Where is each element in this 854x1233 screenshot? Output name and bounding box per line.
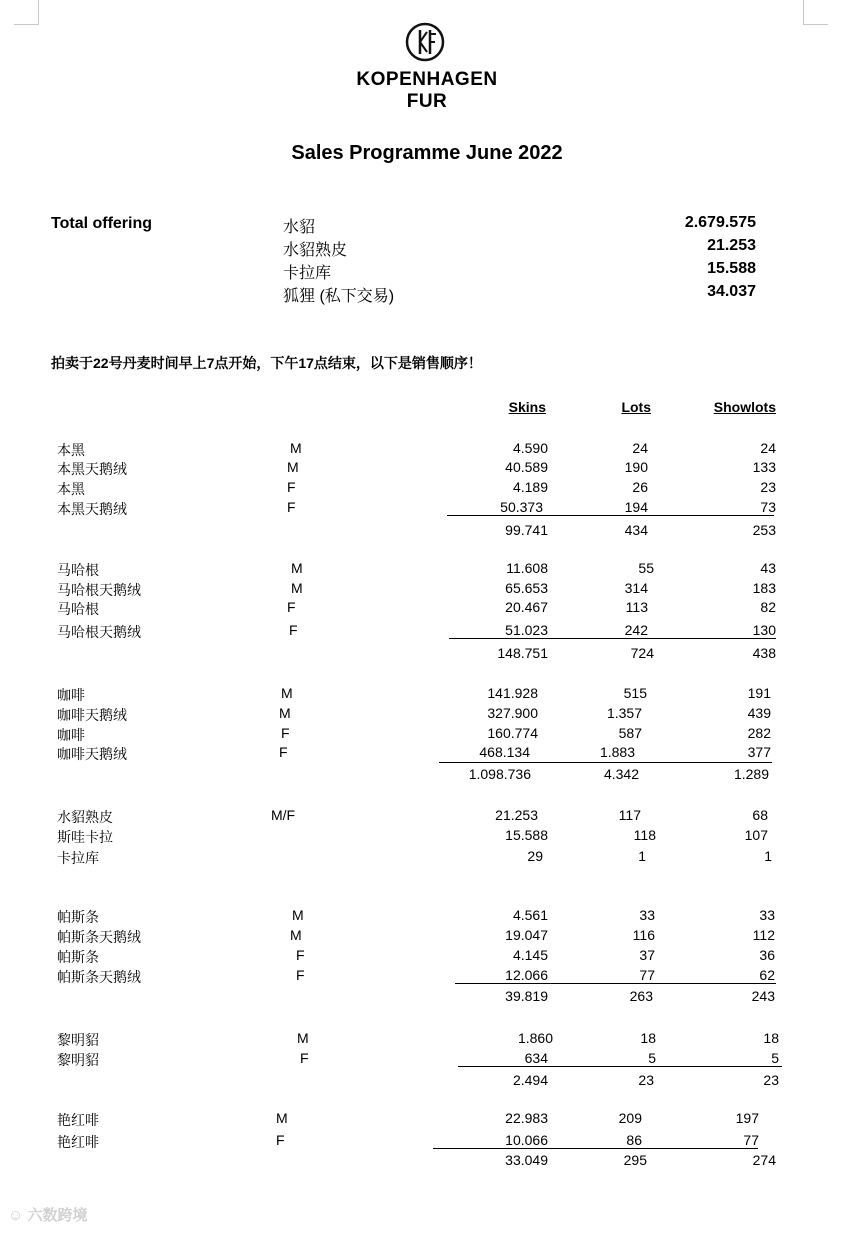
- row-sex: M/F: [271, 807, 296, 823]
- row-sex: M: [287, 459, 299, 475]
- row-showlots: 23: [763, 1072, 779, 1088]
- row-sex: F: [289, 622, 298, 638]
- row-product-name: 本黑: [57, 442, 85, 458]
- offering-item-name: 水貂熟皮: [283, 242, 348, 259]
- row-skins: 33.049: [505, 1152, 548, 1168]
- row-sex: M: [290, 927, 302, 943]
- row-sex: M: [292, 907, 304, 923]
- row-showlots: 243: [751, 988, 775, 1004]
- row-skins: 141.928: [487, 685, 538, 701]
- row-lots: 587: [618, 725, 642, 741]
- row-product-name: 艳红啡: [57, 1112, 99, 1128]
- row-product-name: 帕斯条天鹅绒: [57, 929, 141, 945]
- row-skins: 65.653: [505, 580, 548, 596]
- row-product-name: 帕斯条天鹅绒: [57, 969, 141, 985]
- row-product-name: 卡拉库: [57, 850, 99, 866]
- row-skins: 11.608: [506, 560, 548, 576]
- row-skins: 4.590: [512, 440, 548, 456]
- row-showlots: 191: [747, 685, 771, 701]
- row-product-name: 本黑天鹅绒: [57, 461, 127, 477]
- row-showlots: 82: [760, 599, 776, 615]
- row-product-name: 黎明貂: [57, 1032, 99, 1048]
- row-lots: 194: [624, 499, 648, 515]
- offering-item-value: 34.037: [707, 283, 756, 300]
- logo-line-2: FUR: [406, 91, 448, 112]
- row-skins: 21.253: [495, 807, 538, 823]
- row-skins: 1.098.736: [468, 766, 531, 782]
- row-lots: 33: [639, 907, 655, 923]
- row-showlots: 183: [752, 580, 776, 596]
- row-product-name: 马哈根: [57, 562, 99, 578]
- row-showlots: 73: [760, 499, 776, 515]
- row-product-name: 马哈根: [57, 601, 99, 617]
- row-showlots: 5: [771, 1050, 779, 1066]
- row-lots: 18: [640, 1030, 656, 1046]
- row-skins: 10.066: [505, 1132, 548, 1148]
- kf-monogram-icon: [405, 22, 445, 62]
- row-sex: F: [296, 947, 305, 963]
- row-lots: 4.342: [603, 766, 639, 782]
- row-showlots: 197: [735, 1110, 759, 1126]
- row-showlots: 33: [759, 907, 775, 923]
- row-product-name: 本黑: [57, 481, 85, 497]
- row-skins: 148.751: [497, 645, 548, 661]
- row-sex: M: [291, 580, 303, 596]
- row-skins: 29: [527, 848, 543, 864]
- row-lots: 434: [624, 522, 648, 538]
- auction-notice: 拍卖于22号丹麦时间早上7点开始，下午17点结束，以下是销售顺序！: [51, 355, 482, 371]
- row-product-name: 咖啡: [57, 687, 85, 703]
- row-showlots: 68: [752, 807, 768, 823]
- row-lots: 209: [618, 1110, 642, 1126]
- row-product-name: 斯哇卡拉: [57, 829, 113, 845]
- row-showlots: 438: [752, 645, 776, 661]
- row-sex: M: [279, 705, 291, 721]
- row-sex: F: [287, 599, 296, 615]
- offering-item-name: 水貂: [283, 219, 316, 236]
- row-product-name: 黎明貂: [57, 1052, 99, 1068]
- row-showlots: 133: [752, 459, 776, 475]
- row-lots: 55: [638, 560, 654, 576]
- row-showlots: 377: [747, 744, 771, 760]
- row-lots: 242: [624, 622, 648, 638]
- row-skins: 99.741: [505, 522, 548, 538]
- row-skins: 20.467: [505, 599, 548, 615]
- row-lots: 26: [632, 479, 648, 495]
- page-title: Sales Programme June 2022: [291, 142, 563, 164]
- row-product-name: 本黑天鹅绒: [57, 501, 127, 517]
- row-sex: F: [287, 499, 296, 515]
- row-product-name: 咖啡天鹅绒: [57, 707, 127, 723]
- row-skins: 51.023: [505, 622, 548, 638]
- row-product-name: 咖啡天鹅绒: [57, 746, 127, 762]
- row-showlots: 18: [763, 1030, 779, 1046]
- row-showlots: 62: [759, 967, 775, 983]
- watermark: [8, 1204, 88, 1225]
- row-showlots: 253: [752, 522, 776, 538]
- row-sex: F: [281, 725, 290, 741]
- row-sex: M: [290, 440, 302, 456]
- row-showlots: 1: [764, 848, 772, 864]
- row-showlots: 282: [747, 725, 771, 741]
- header-lots: Lots: [621, 399, 651, 415]
- subtotal-rule: [449, 638, 776, 639]
- row-lots: 116: [632, 927, 655, 943]
- subtotal-rule: [439, 762, 772, 763]
- row-product-name: 马哈根天鹅绒: [57, 624, 141, 640]
- row-lots: 113: [625, 599, 648, 615]
- row-sex: F: [287, 479, 296, 495]
- row-skins: 15.588: [505, 827, 548, 843]
- offering-item-name: 卡拉库: [283, 265, 332, 282]
- row-lots: 724: [630, 645, 654, 661]
- row-lots: 77: [639, 967, 655, 983]
- crop-mark-left: [14, 0, 39, 25]
- offering-item-value: 15.588: [707, 260, 756, 277]
- row-sex: M: [276, 1110, 288, 1126]
- watermark-logo-icon: ☺: [8, 1207, 24, 1224]
- row-skins: 2.494: [512, 1072, 548, 1088]
- row-lots: 1.357: [606, 705, 642, 721]
- row-sex: M: [281, 685, 293, 701]
- row-lots: 1: [638, 848, 646, 864]
- row-showlots: 1.289: [733, 766, 769, 782]
- header-skins: Skins: [508, 399, 546, 415]
- row-showlots: 274: [752, 1152, 776, 1168]
- row-showlots: 24: [760, 440, 776, 456]
- subtotal-rule: [458, 1066, 782, 1067]
- row-skins: 4.561: [512, 907, 548, 923]
- offering-label: Total offering: [51, 215, 153, 232]
- crop-mark-right: [803, 0, 828, 25]
- row-lots: 295: [623, 1152, 647, 1168]
- row-product-name: 咖啡: [57, 727, 85, 743]
- row-lots: 1.883: [599, 744, 635, 760]
- row-lots: 118: [633, 827, 656, 843]
- header-showlots: Showlots: [713, 399, 776, 415]
- row-skins: 468.134: [479, 744, 530, 760]
- row-product-name: 帕斯条: [57, 909, 99, 925]
- row-lots: 263: [629, 988, 653, 1004]
- row-showlots: 439: [747, 705, 771, 721]
- row-sex: M: [297, 1030, 309, 1046]
- offering-item-value: 21.253: [707, 237, 756, 254]
- row-skins: 39.819: [505, 988, 548, 1004]
- row-sex: F: [296, 967, 305, 983]
- row-product-name: 水貂熟皮: [57, 809, 113, 825]
- row-skins: 1.860: [517, 1030, 553, 1046]
- row-lots: 5: [648, 1050, 656, 1066]
- row-showlots: 43: [760, 560, 776, 576]
- row-showlots: 112: [752, 927, 775, 943]
- row-lots: 24: [632, 440, 648, 456]
- row-showlots: 23: [760, 479, 776, 495]
- row-sex: F: [300, 1050, 309, 1066]
- row-showlots: 77: [743, 1132, 759, 1148]
- row-skins: 634: [524, 1050, 548, 1066]
- row-showlots: 36: [759, 947, 775, 963]
- row-sex: F: [279, 744, 288, 760]
- row-lots: 117: [618, 807, 641, 823]
- row-product-name: 马哈根天鹅绒: [57, 582, 141, 598]
- row-skins: 4.145: [512, 947, 548, 963]
- row-lots: 86: [626, 1132, 642, 1148]
- row-lots: 23: [638, 1072, 654, 1088]
- row-showlots: 107: [744, 827, 768, 843]
- subtotal-rule: [455, 983, 776, 984]
- row-lots: 515: [623, 685, 647, 701]
- offering-item-value: 2.679.575: [684, 214, 756, 231]
- row-skins: 22.983: [505, 1110, 548, 1126]
- row-skins: 12.066: [505, 967, 548, 983]
- logo-line-1: KOPENHAGEN: [356, 69, 498, 90]
- subtotal-rule: [433, 1148, 758, 1149]
- row-showlots: 130: [752, 622, 776, 638]
- row-skins: 327.900: [487, 705, 538, 721]
- row-lots: 190: [624, 459, 648, 475]
- subtotal-rule: [447, 515, 774, 516]
- offering-item-name: 狐狸 (私下交易): [283, 288, 395, 305]
- row-skins: 40.589: [505, 459, 548, 475]
- row-lots: 314: [624, 580, 648, 596]
- row-skins: 19.047: [505, 927, 548, 943]
- row-skins: 4.189: [512, 479, 548, 495]
- row-product-name: 艳红啡: [57, 1134, 99, 1150]
- row-sex: F: [276, 1132, 285, 1148]
- row-sex: M: [291, 560, 303, 576]
- row-skins: 160.774: [487, 725, 538, 741]
- watermark-text: 六数跨境: [27, 1207, 88, 1224]
- row-product-name: 帕斯条: [57, 949, 99, 965]
- row-skins: 50.373: [500, 499, 543, 515]
- row-lots: 37: [639, 947, 655, 963]
